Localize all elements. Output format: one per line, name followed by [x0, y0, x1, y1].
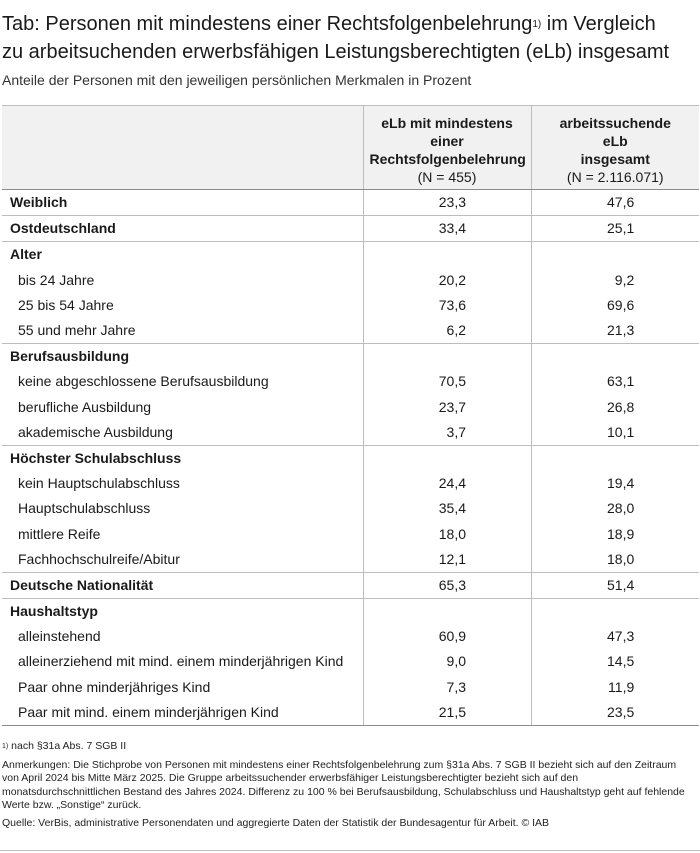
value-cell — [363, 242, 531, 268]
table-row — [2, 395, 699, 420]
value-cell: 11,9 — [531, 675, 699, 700]
row-label: Paar ohne minderjähriges Kind — [18, 678, 211, 695]
value-cell: 24,4 — [363, 471, 531, 496]
value-cell — [363, 344, 531, 370]
value-cell: 23,5 — [531, 700, 699, 726]
row-label: bis 24 Jahre — [18, 271, 95, 288]
row-label: alleinstehend — [18, 628, 101, 645]
value-cell: 28,0 — [531, 496, 699, 521]
value-cell — [531, 445, 699, 471]
value-cell: 23,3 — [363, 190, 531, 216]
value-cell — [531, 344, 699, 370]
value-cell: 25,1 — [531, 216, 699, 242]
header-line: eLb — [602, 133, 628, 149]
table-row — [2, 649, 699, 674]
value-cell: 47,6 — [531, 190, 699, 216]
value-cell: 70,5 — [363, 369, 531, 394]
table-row — [2, 369, 699, 394]
table-notes — [2, 740, 692, 834]
value-cell: 10,1 — [531, 420, 699, 446]
table-row — [2, 521, 699, 546]
group-heading: Haushaltstyp — [2, 599, 363, 625]
row-label: akademische Ausbildung — [18, 423, 173, 440]
row-label: Fachhochschulreife/Abitur — [18, 550, 180, 567]
value-cell: 18,0 — [363, 521, 531, 546]
value-cell: 9,2 — [531, 268, 699, 293]
table-row — [2, 675, 699, 700]
value-cell: 26,8 — [531, 395, 699, 420]
value-cell: 65,3 — [363, 572, 531, 598]
value-cell: 18,9 — [531, 521, 699, 546]
table-row — [2, 216, 699, 242]
row-label: 25 bis 54 Jahre — [18, 296, 114, 313]
header-sample-size: (N = 455) — [417, 169, 477, 185]
table-title — [2, 12, 698, 64]
value-cell: 63,1 — [531, 369, 699, 394]
header-line: arbeitssuchende — [559, 115, 671, 131]
title-line-2: zu arbeitsuchenden erwerbsfähigen Leistungsberechtigten (eLb) insgesamt — [2, 41, 670, 63]
footnote-marker: 1) — [2, 743, 9, 750]
value-cell — [363, 599, 531, 625]
title-footnote-marker: 1) — [532, 19, 542, 30]
value-cell: 20,2 — [363, 268, 531, 293]
footnote — [2, 740, 692, 755]
table-row — [2, 293, 699, 318]
row-label: Weiblich — [10, 194, 68, 211]
row-label: mittlere Reife — [18, 525, 101, 542]
value-cell — [531, 242, 699, 268]
header-sample-size: (N = 2.116.071) — [566, 169, 664, 185]
value-cell: 6,2 — [363, 318, 531, 344]
value-cell: 21,5 — [363, 700, 531, 726]
table-row — [2, 242, 699, 268]
header-col-total — [531, 106, 699, 190]
value-cell: 51,4 — [531, 572, 699, 598]
group-heading: Alter — [2, 242, 363, 268]
table-row — [2, 471, 699, 496]
value-cell: 60,9 — [363, 624, 531, 649]
row-label: Ostdeutschland — [2, 216, 363, 242]
row-label: Deutsche Nationalität — [2, 572, 363, 598]
header-line: eLb mit mindestens — [381, 115, 513, 131]
value-cell: 9,0 — [363, 649, 531, 674]
table-header-row — [2, 106, 699, 190]
value-cell: 33,4 — [363, 216, 531, 242]
table-row — [2, 572, 699, 598]
row-label: Paar mit mind. einem minderjährigen Kind — [2, 700, 363, 726]
value-cell — [363, 445, 531, 471]
group-heading: Berufsausbildung — [2, 344, 363, 370]
title-text: Tab: Personen mit mindestens einer Rechtsfolgenbelehrung — [2, 13, 533, 35]
row-label: kein Hauptschulabschluss — [18, 475, 180, 492]
table-row — [2, 344, 699, 370]
table-row — [2, 599, 699, 625]
table-row — [2, 624, 699, 649]
bottom-divider — [0, 850, 700, 851]
value-cell: 23,7 — [363, 395, 531, 420]
table-subtitle: Anteile der Personen mit den jeweiligen persönlichen Merkmalen in Prozent — [2, 72, 472, 88]
value-cell: 18,0 — [531, 547, 699, 573]
value-cell — [531, 599, 699, 625]
remarks: Anmerkungen: Die Stichprobe von Personen mit mindestens einer Rechtsfolgenbelehrung zum §31a Abs. 7 SGB II bezieht sich auf den Zeitraum von April 2024 bis Mitte März 2025. Die Gruppe arbeitssuchender erwerbsfähiger Leistungsberechtigter bezieht sich auf den monatsdurchschnittlichen Bestand des Jahres 2024. Differenz zu 100 % bei Berufsausbildung, Schulabschluss und Haushaltstyp geht auf fehlende Werte bzw. „Sonstige“ zurück. — [2, 758, 685, 811]
row-label: alleinerziehend mit mind. einem minderjährigen Kind — [18, 653, 344, 670]
header-line: insgesamt — [580, 151, 650, 167]
table-row — [2, 547, 699, 573]
title-text-cont: im Vergleich — [541, 13, 656, 35]
table-row — [2, 190, 699, 216]
value-cell: 69,6 — [531, 293, 699, 318]
value-cell: 21,3 — [531, 318, 699, 344]
value-cell: 73,6 — [363, 293, 531, 318]
value-cell: 14,5 — [531, 649, 699, 674]
table-row — [2, 420, 699, 446]
value-cell: 47,3 — [531, 624, 699, 649]
header-line: Rechtsfolgenbelehrung — [369, 151, 526, 167]
value-cell: 3,7 — [363, 420, 531, 446]
footnote-text: nach §31a Abs. 7 SGB II — [8, 740, 127, 752]
value-cell: 7,3 — [363, 675, 531, 700]
header-empty-cell — [2, 106, 363, 190]
header-col-sanctioned — [363, 106, 531, 190]
value-cell: 19,4 — [531, 471, 699, 496]
table-row — [2, 700, 699, 726]
table-row — [2, 445, 699, 471]
value-cell: 12,1 — [363, 547, 531, 573]
row-label: Hauptschulabschluss — [18, 500, 151, 517]
table-row — [2, 268, 699, 293]
row-label: keine abgeschlossene Berufsausbildung — [18, 373, 269, 390]
table-row — [2, 318, 699, 344]
comparison-table — [2, 105, 699, 726]
row-label: berufliche Ausbildung — [18, 398, 152, 415]
header-line: einer — [430, 133, 464, 149]
source-line: Quelle: VerBis, administrative Personendaten und aggregierte Daten der Statistik der Bundesagentur für Arbeit. © IAB — [2, 816, 550, 829]
group-heading: Höchster Schulabschluss — [2, 445, 363, 471]
table-row — [2, 496, 699, 521]
value-cell: 35,4 — [363, 496, 531, 521]
row-label: 55 und mehr Jahre — [18, 322, 136, 339]
